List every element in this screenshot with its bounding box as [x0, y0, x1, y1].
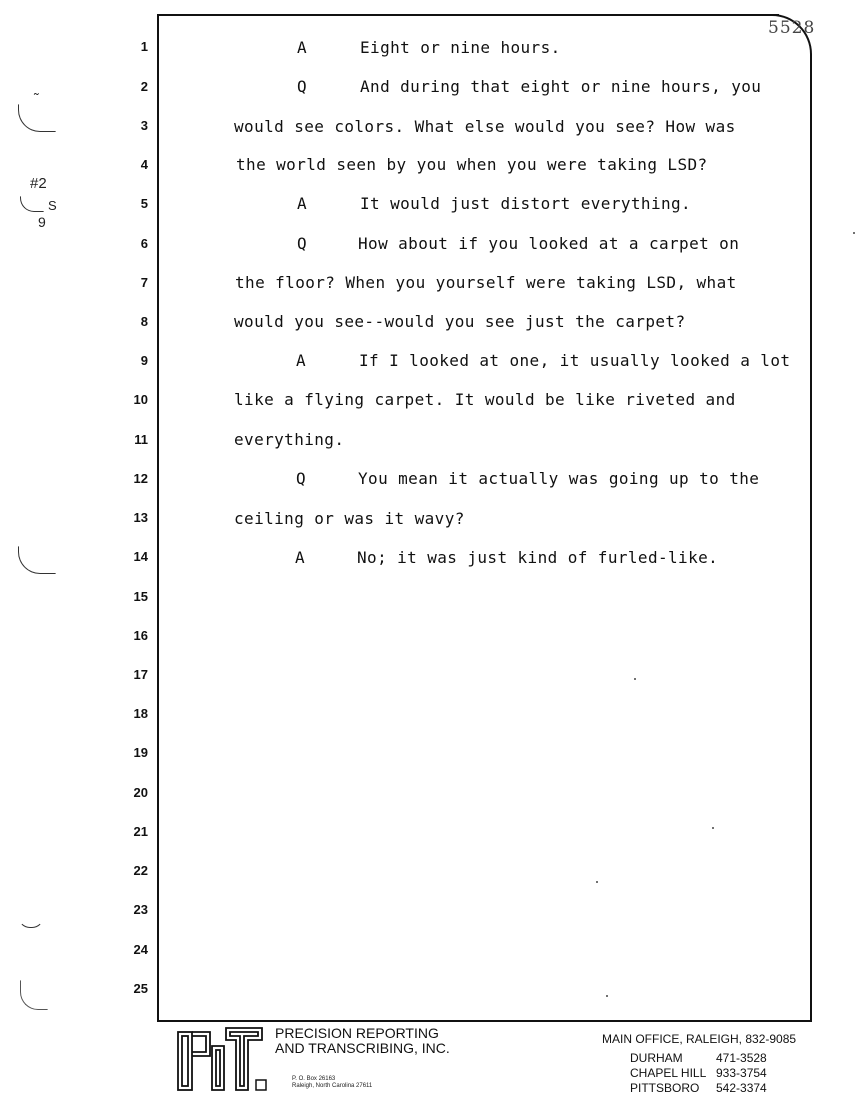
line-number: 1 — [140, 39, 148, 54]
logo-stroke — [178, 1032, 192, 1090]
scan-speck — [853, 232, 855, 234]
line-number: 6 — [140, 236, 148, 251]
scan-speck — [712, 827, 714, 829]
line-number: 5 — [140, 196, 148, 211]
line-number: 10 — [133, 392, 148, 407]
transcript-line: would see colors. What else would you see? How was — [234, 117, 736, 136]
line-number: 22 — [133, 863, 148, 878]
line-number: 11 — [134, 432, 148, 447]
logo-stroke — [182, 1036, 188, 1086]
page-frame-bottom — [157, 1020, 812, 1022]
office-city: PITTSBORO — [630, 1081, 700, 1095]
line-number: 21 — [133, 824, 148, 839]
transcript-line: And during that eight or nine hours, you — [360, 77, 762, 96]
hole-punch-mark-top — [18, 104, 56, 132]
speaker-answer: A — [296, 351, 306, 370]
speaker-answer: A — [297, 38, 307, 57]
transcript-line: No; it was just kind of furled-like. — [357, 548, 719, 567]
office-phone: 471-3528 — [716, 1051, 767, 1065]
line-number: 13 — [133, 510, 148, 525]
margin-tick: ˜ — [34, 90, 39, 106]
transcript-line: would you see--would you see just the carpet? — [234, 312, 686, 331]
transcript-line: the world seen by you when you were taking LSD? — [236, 155, 708, 174]
office-phone: 933-3754 — [716, 1066, 767, 1080]
page-number: 5528 — [768, 18, 816, 38]
page-frame-right — [810, 55, 812, 1022]
hole-punch-mark-middle — [18, 546, 56, 574]
line-number: 8 — [140, 314, 148, 329]
logo-stroke — [256, 1080, 266, 1090]
line-number: 12 — [133, 471, 148, 486]
line-number: 14 — [133, 549, 148, 564]
margin-tab-label: #2 — [30, 175, 47, 192]
pobox-line: P. O. Box 26163 — [292, 1076, 336, 1082]
line-number: 7 — [140, 275, 148, 290]
line-number: 18 — [133, 706, 148, 721]
transcript-line: the floor? When you yourself were taking LSD, what — [235, 273, 737, 292]
transcript-line: It would just distort everything. — [360, 194, 692, 213]
hole-punch-mark-lower — [18, 912, 44, 928]
company-name-line1: PRECISION REPORTING — [275, 1025, 439, 1041]
office-city: DURHAM — [630, 1051, 683, 1065]
logo-stroke — [192, 1036, 206, 1052]
speaker-question: Q — [297, 77, 307, 96]
office-city: CHAPEL HILL — [630, 1066, 707, 1080]
company-name-line2: AND TRANSCRIBING, INC. — [275, 1040, 450, 1056]
scan-speck — [634, 678, 636, 680]
transcript-line: If I looked at one, it usually looked a lot — [359, 351, 791, 370]
logo-stroke — [216, 1050, 220, 1086]
page-frame-left — [157, 14, 159, 1022]
line-number: 24 — [133, 942, 148, 957]
line-number: 23 — [133, 902, 148, 917]
scan-speck — [606, 995, 608, 997]
speaker-question: Q — [296, 469, 306, 488]
line-number: 9 — [140, 353, 148, 368]
transcript-line: Eight or nine hours. — [360, 38, 561, 57]
margin-s-mark: S — [48, 198, 57, 213]
scan-speck — [596, 881, 598, 883]
transcript-line: You mean it actually was going up to the — [358, 469, 760, 488]
margin-nine-mark: 9 — [38, 214, 46, 230]
page-frame-top — [157, 14, 779, 16]
hole-punch-mark-bottom — [20, 980, 48, 1010]
line-number: 20 — [133, 785, 148, 800]
line-number: 16 — [133, 628, 148, 643]
transcript-line: ceiling or was it wavy? — [234, 509, 465, 528]
line-number: 25 — [133, 981, 148, 996]
logo-stroke — [212, 1046, 224, 1090]
main-office: MAIN OFFICE, RALEIGH, 832-9085 — [602, 1032, 797, 1046]
company-address — [292, 1076, 372, 1090]
company-name — [275, 1026, 450, 1056]
line-number: 4 — [140, 157, 148, 172]
city-line: Raleigh, North Carolina 27611 — [292, 1083, 373, 1089]
transcript-line: like a flying carpet. It would be like riveted and — [234, 390, 736, 409]
line-number: 15 — [133, 589, 148, 604]
margin-check-arc — [20, 196, 44, 212]
company-logo — [176, 1026, 268, 1094]
line-number: 2 — [140, 79, 148, 94]
line-number: 19 — [133, 745, 148, 760]
line-number: 17 — [133, 667, 148, 682]
speaker-question: Q — [297, 234, 307, 253]
office-phone: 542-3374 — [716, 1081, 767, 1095]
transcript-line: How about if you looked at a carpet on — [358, 234, 740, 253]
speaker-answer: A — [297, 194, 307, 213]
transcript-line: everything. — [234, 430, 345, 449]
line-number: 3 — [140, 118, 148, 133]
speaker-answer: A — [295, 548, 305, 567]
